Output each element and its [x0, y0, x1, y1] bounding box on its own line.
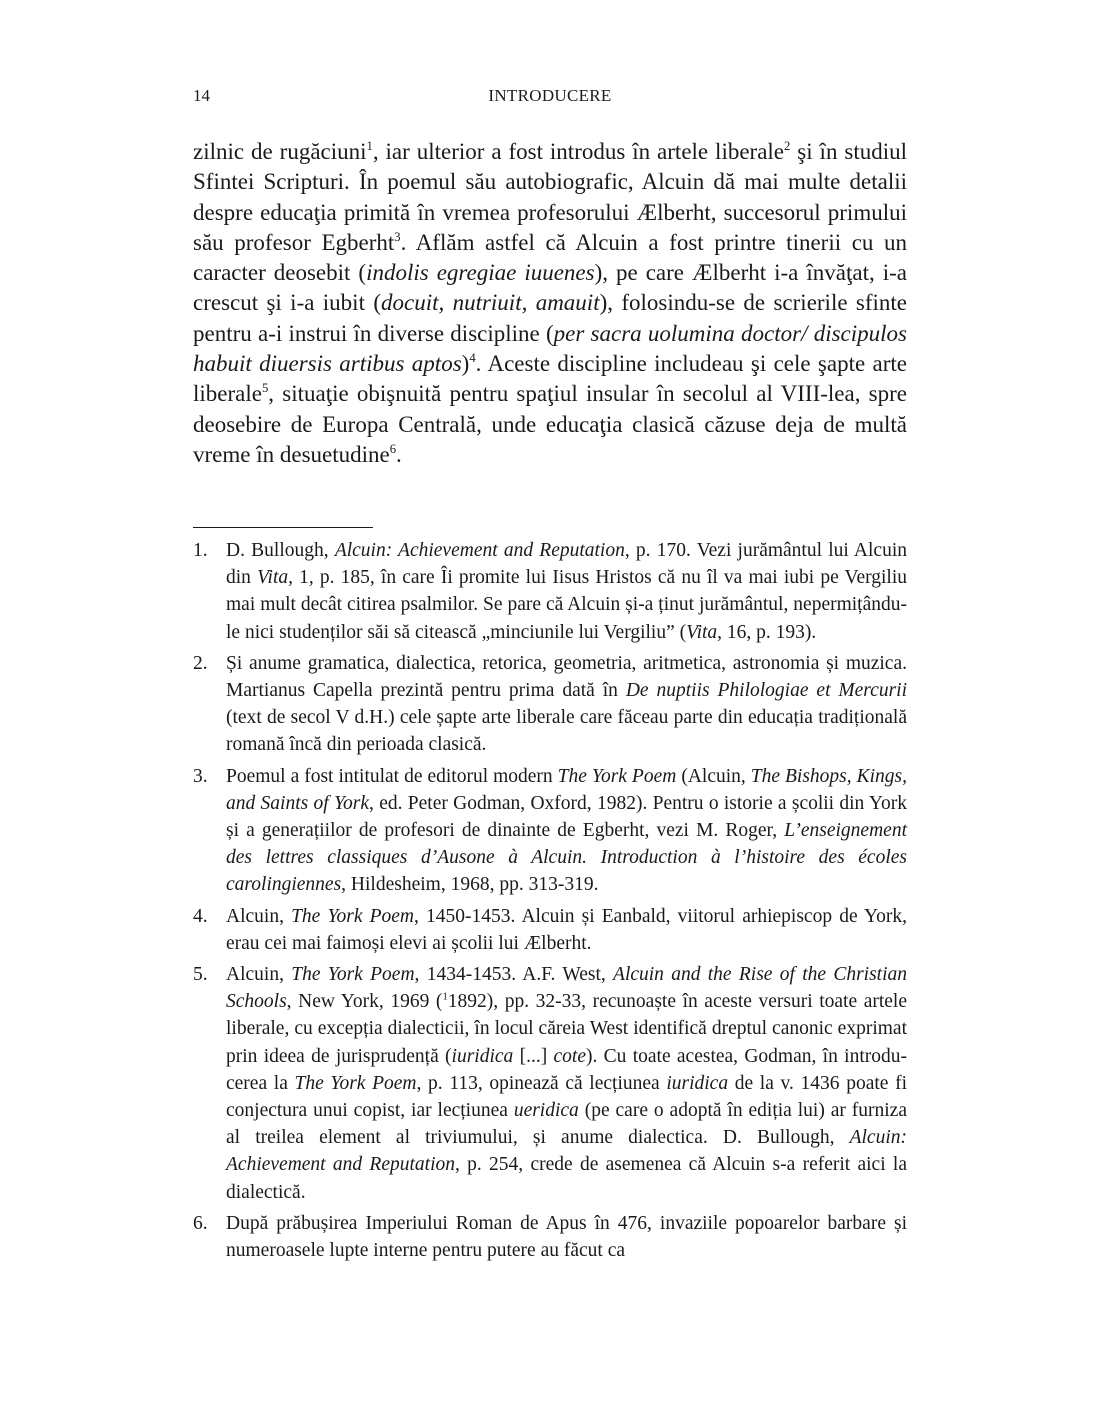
footnote-number: 2. — [193, 652, 208, 674]
italic-citation: The York Poem — [291, 905, 415, 927]
body-text — [193, 137, 907, 470]
italic-citation: ueridica — [513, 1100, 579, 1122]
italic-citation: The York Poem — [294, 1072, 417, 1094]
footnote-text: După prăbușirea Imperiului Roman de Apus în 476, invaziile popoarelor barbare și numeroasele lupte interne pentru putere au făcut ca — [226, 1212, 907, 1262]
footnote-ref: 3 — [394, 230, 401, 245]
page-header — [193, 86, 907, 112]
italic-citation: iuridica — [666, 1072, 729, 1094]
footnote-number: 1. — [193, 540, 208, 561]
footnote — [193, 903, 907, 957]
italic-citation: Alcuin: Achievement and Reputation — [226, 1127, 907, 1176]
italic-citation: docuit, nutriuit, amauit — [380, 290, 600, 316]
italic-citation: Vita — [257, 567, 289, 589]
italic-citation: L’enseignement des lettres classiques d’Ausone à Alcuin. Introduction à l’histoire des écoles carolingiennes — [226, 820, 907, 896]
footnote — [193, 763, 907, 899]
italic-citation: Vita — [686, 621, 718, 643]
italic-citation: iuridica — [451, 1045, 514, 1067]
footnote-ref: 1 — [366, 139, 373, 154]
italic-citation: The York Poem — [291, 964, 415, 986]
footnote-separator — [193, 527, 373, 528]
footnote-number: 3. — [193, 765, 208, 787]
italic-citation: per sacra uolumina doctor/ discipulos habuit diuersis artibus aptos — [193, 320, 907, 377]
page-number: 14 — [193, 86, 210, 105]
footnote — [193, 537, 907, 646]
footnote-text: Alcuin, The York Poem, 1434-1453. A.F. West, Alcuin and the Rise of the Christian Schools, New York, 1969 ($^1$1892), pp. 32-33, recunoaște în aceste versuri toate artele liberale, cu excepția dialecticii, în locul căreia West identifică dreptul canonic exprimat prin ideea de jurisprudență (iuridica [...] cote). Cu toate acestea, Godman, în introducerea la The York Poem, p. 113, opinează că lecțiunea iuridica de la v. 1436 poate fi conjectura unui copist, iar lecțiunea ueridica (pe care o adoptă în ediția lui) ar furniza al treilea element al triviumului, și anume dialectica. D. Bullough, Alcuin: Achievement and Reputation, p. 254, crede de asemenea că Alcuin s-a referit aici la dialectică. — [226, 964, 908, 1203]
footnote-ref: 4 — [469, 351, 476, 366]
italic-citation: indolis egregiae iuuenes — [366, 260, 595, 286]
footnote — [193, 650, 907, 759]
footnote-text: Poemul a fost intitulat de editorul modern The York Poem (Alcuin, The Bishops, Kings, and Saints of York, ed. Peter Godman, Oxford, 1982). Pentru o istorie a școlii din York și a generațiilor de profesori de dinainte de Egberht, vezi M. Roger, L’enseignement des lettres classiques d’Ausone à Alcuin. Introduction à l’histoire des écoles carolingiennes, Hildesheim, 1968, pp. 313-319. — [226, 765, 908, 896]
footnote-ref: 5 — [261, 381, 269, 396]
italic-citation: cote — [553, 1045, 586, 1067]
footnote-text: Alcuin, The York Poem, 1450-1453. Alcuin și Eanbald, viitorul arhiepiscop de York, erau cei mai faimoși elevi ai școlii lui Ælberht. — [226, 905, 907, 954]
footnote-ref: 1 — [442, 990, 448, 1003]
main-paragraph: zilnic de rugăciuni$^1$, iar ulterior a fost introdus în artele liberale$^2$ şi în studiul Sfintei Scripturi. În poemul său autobiografic, Alcuin dă mai multe detalii despre educaţia primită în vremea profesorului Ælberht, succesorul primului său profesor Egberht$^3$. Aflăm astfel că Alcuin a fost printre tinerii cu un caracter deosebit (indolis egregiae iuuenes), pe care Ælberht i-a învăţat, i-a crescut şi i-a iubit (docuit, nutriuit, amauit), folosindu-se de scrierile sfinte pentru a-i instrui în diverse discipline (per sacra uolumina doctor/ discipulos habuit diuersis artibus aptos)$^4$. Aceste discipline includeau şi cele şapte arte liberale$^5$, situaţie obişnuită pentru spaţiul insular în secolul al VIII-lea, spre deosebire de Europa Centrală, unde educaţia clasică căzuse deja de multă vreme în desuetudine$^6$. — [193, 139, 908, 467]
italic-citation: Alcuin: Achievement and Reputation — [334, 540, 625, 561]
italic-citation: The York Poem — [557, 765, 677, 787]
italic-citation: The Bishops, Kings, and Saints of York — [226, 765, 908, 814]
footnote-text: D. Bullough, Alcuin: Achievement and Reputation, p. 170. Vezi jurământul lui Alcuin din Vita, 1, p. 185, în care Îi promite lui Iisus Hristos că nu îl va mai iubi pe Vergiliu mai mult decât citirea psalmilor. Se pare că Alcuin și-a ținut jurământul, nepermițându-le nici studenților săi să citească „minciunile lui Vergiliu” (Vita, 16, p. 193). — [226, 540, 907, 643]
footnote-number: 4. — [193, 905, 208, 927]
italic-citation: De nuptiis Philologiae et Mercurii — [625, 680, 907, 702]
footnote-number: 5. — [193, 964, 208, 986]
footnote-number: 6. — [193, 1212, 208, 1234]
footnote-ref: 2 — [784, 139, 791, 154]
footnote-ref: 6 — [389, 442, 397, 457]
footnote-text: Și anume gramatica, dialectica, retorica, geometria, aritmetica, astronomia și muzica. Martianus Capella prezintă pentru prima dată în De nuptiis Philologiae et Mercurii (text de secol V d.H.) cele șapte arte liberale care făceau parte din educația tradițională romană încă din perioada clasică. — [226, 652, 907, 756]
footnote — [193, 1210, 907, 1264]
footnotes-list — [193, 537, 907, 1268]
italic-citation: Alcuin and the Rise of the Christian Schools — [226, 964, 908, 1013]
footnote — [193, 961, 907, 1206]
running-head: INTRODUCERE — [488, 86, 612, 105]
